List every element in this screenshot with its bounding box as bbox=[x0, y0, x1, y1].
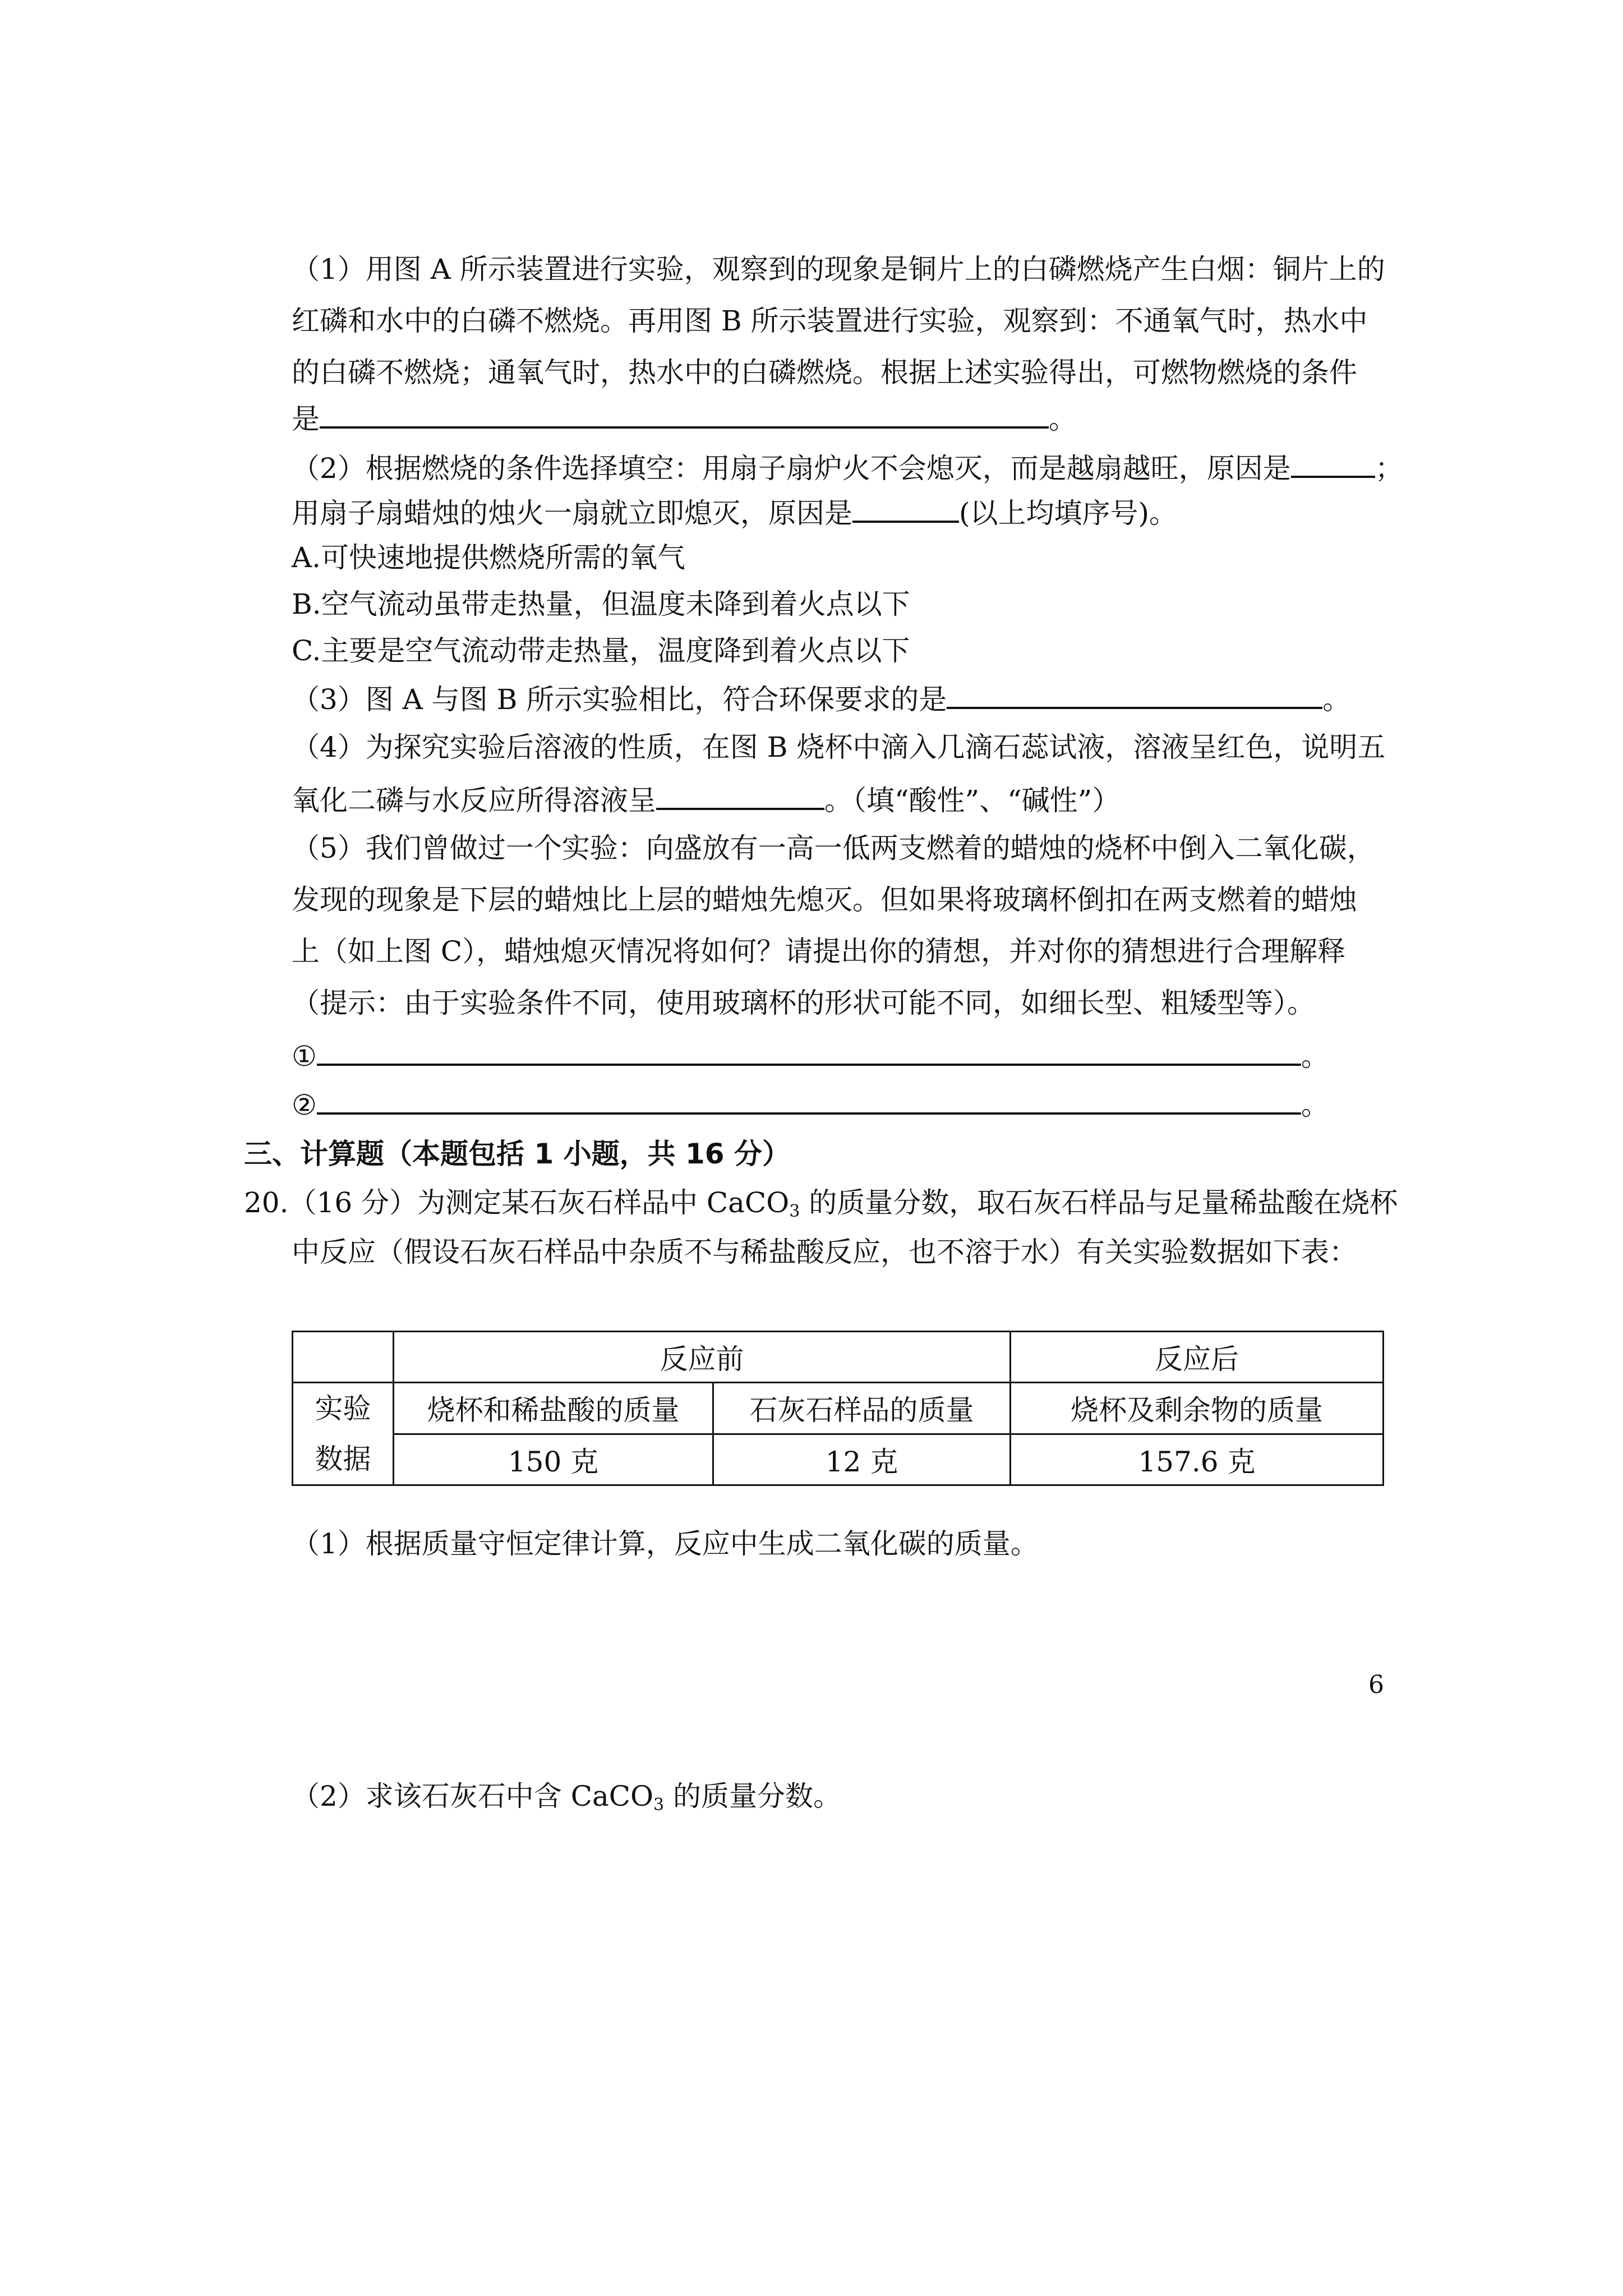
table-row bbox=[293, 1383, 1384, 1434]
table-header-cell: 石灰石样品的质量 bbox=[713, 1383, 1011, 1434]
q20-line1-post: 的质量分数，取石灰石样品与足量稀盐酸在烧杯 bbox=[800, 1186, 1398, 1219]
table-value-cell: 157.6 克 bbox=[1011, 1434, 1384, 1485]
answer-blank-acidity[interactable] bbox=[656, 781, 824, 810]
q19-part5-line4: （提示：由于实验条件不同，使用玻璃杯的形状可能不同，如细长型、粗矮型等）。 bbox=[292, 987, 1315, 1019]
q19-option-b: B.空气流动虽带走热量，但温度未降到着火点以下 bbox=[292, 588, 910, 620]
q19-part3-prefix: （3）图 A 与图 B 所示实验相比，符合环保要求的是 bbox=[292, 683, 947, 716]
q19-part2-line2-suffix: (以上均填序号)。 bbox=[959, 497, 1178, 530]
table-row bbox=[293, 1332, 1384, 1383]
q19-part5-answer2 bbox=[292, 1085, 1329, 1123]
table-row-label-2: 数据 bbox=[315, 1443, 371, 1475]
section-3-heading: 三、计算题（本题包括 1 小题，共 16 分） bbox=[244, 1138, 790, 1170]
q19-option-c: C.主要是空气流动带走热量，温度降到着火点以下 bbox=[292, 634, 910, 667]
table-group-before: 反应前 bbox=[394, 1332, 1011, 1383]
table-row-label bbox=[293, 1383, 394, 1485]
q19-part1-line4-end: 。 bbox=[1049, 403, 1077, 435]
q20-sub2-post: 的质量分数。 bbox=[664, 1780, 842, 1812]
q20-line1-pre: 20.（16 分）为测定某石灰石样品中 CaCO bbox=[244, 1186, 790, 1219]
table-value-cell: 150 克 bbox=[394, 1434, 713, 1485]
q19-part2-line1 bbox=[292, 449, 1403, 486]
q19-part5-answer1-marker: ① bbox=[292, 1040, 317, 1073]
q19-part5-answer1-end: 。 bbox=[1301, 1040, 1329, 1073]
q19-part1-line1: （1）用图 A 所示装置进行实验，观察到的现象是铜片上的白磷燃烧产生白烟：铜片上的 bbox=[292, 253, 1385, 286]
table-value-cell: 12 克 bbox=[713, 1434, 1011, 1485]
q20-line2: 中反应（假设石灰石样品中杂质不与稀盐酸反应，也不溶于水）有关实验数据如下表： bbox=[292, 1236, 1357, 1268]
table-header-cell: 烧杯及剩余物的质量 bbox=[1011, 1383, 1384, 1434]
q19-part4-line2-suffix: 。（填“酸性”、“碱性”） bbox=[824, 784, 1121, 817]
q19-part1-line4-prefix: 是 bbox=[292, 403, 320, 435]
q19-part1-line3: 的白磷不燃烧；通氧气时，热水中的白磷燃烧。根据上述实验得出，可燃物燃烧的条件 bbox=[292, 356, 1357, 389]
answer-blank-environment[interactable] bbox=[947, 680, 1322, 709]
q20-line1 bbox=[244, 1185, 1398, 1230]
q19-part5-answer2-marker: ② bbox=[292, 1089, 317, 1121]
answer-blank-guess-1[interactable] bbox=[317, 1037, 1301, 1066]
q19-part4-line1: （4）为探究实验后溶液的性质，在图 B 烧杯中滴入几滴石蕊试液，溶液呈红色，说明五 bbox=[292, 731, 1386, 763]
q19-part5-line3: 上（如上图 C），蜡烛熄灭情况将如何？请提出你的猜想，并对你的猜想进行合理解释 bbox=[292, 935, 1346, 968]
q19-part3-line bbox=[292, 680, 1350, 717]
table-row-label-1: 实验 bbox=[315, 1392, 371, 1425]
q19-part2-line1-text: （2）根据燃烧的条件选择填空：用扇子扇炉火不会熄灭，而是越扇越旺，原因是 bbox=[292, 452, 1291, 485]
q19-part3-end: 。 bbox=[1322, 683, 1351, 716]
answer-blank-fan-candle[interactable] bbox=[852, 494, 959, 523]
answer-blank-combustion-condition[interactable] bbox=[320, 399, 1049, 429]
q19-part2-line2 bbox=[292, 494, 1177, 531]
q20-line1-sub: 3 bbox=[789, 1202, 800, 1221]
q20-sub2-sub: 3 bbox=[653, 1795, 665, 1815]
table-corner-cell bbox=[293, 1332, 394, 1383]
q20-sub2-pre: （2）求该石灰石中含 CaCO bbox=[292, 1780, 654, 1812]
q19-part5-line1: （5）我们曾做过一个实验：向盛放有一高一低两支燃着的蜡烛的烧杯中倒入二氧化碳， bbox=[292, 832, 1375, 864]
q19-part5-line2: 发现的现象是下层的蜡烛比上层的蜡烛先熄灭。但如果将玻璃杯倒扣在两支燃着的蜡烛 bbox=[292, 884, 1357, 916]
q19-part5-answer1 bbox=[292, 1037, 1329, 1074]
q19-part4-line2 bbox=[292, 781, 1120, 818]
q19-option-a: A.可快速地提供燃烧所需的氧气 bbox=[292, 541, 686, 574]
q19-part1-line4 bbox=[292, 399, 1077, 437]
table-header-cell: 烧杯和稀盐酸的质量 bbox=[394, 1383, 713, 1434]
page-number: 6 bbox=[1368, 1671, 1384, 1699]
q20-sub2 bbox=[292, 1778, 841, 1823]
answer-blank-guess-2[interactable] bbox=[317, 1085, 1301, 1115]
q19-part2-line2-prefix: 用扇子扇蜡烛的烛火一扇就立即熄灭，原因是 bbox=[292, 497, 852, 530]
q20-sub1: （1）根据质量守恒定律计算，反应中生成二氧化碳的质量。 bbox=[292, 1527, 1039, 1560]
table-group-after: 反应后 bbox=[1011, 1332, 1384, 1383]
answer-blank-fan-fire[interactable] bbox=[1291, 449, 1375, 478]
q19-part2-line1-end: ； bbox=[1375, 452, 1403, 485]
q19-part5-answer2-end: 。 bbox=[1301, 1089, 1329, 1121]
table-row bbox=[293, 1434, 1384, 1485]
experiment-data-table bbox=[292, 1331, 1384, 1486]
q19-part4-line2-prefix: 氧化二磷与水反应所得溶液呈 bbox=[292, 784, 656, 817]
q19-part1-line2: 红磷和水中的白磷不燃烧。再用图 B 所示装置进行实验，观察到：不通氧气时，热水中 bbox=[292, 305, 1368, 337]
